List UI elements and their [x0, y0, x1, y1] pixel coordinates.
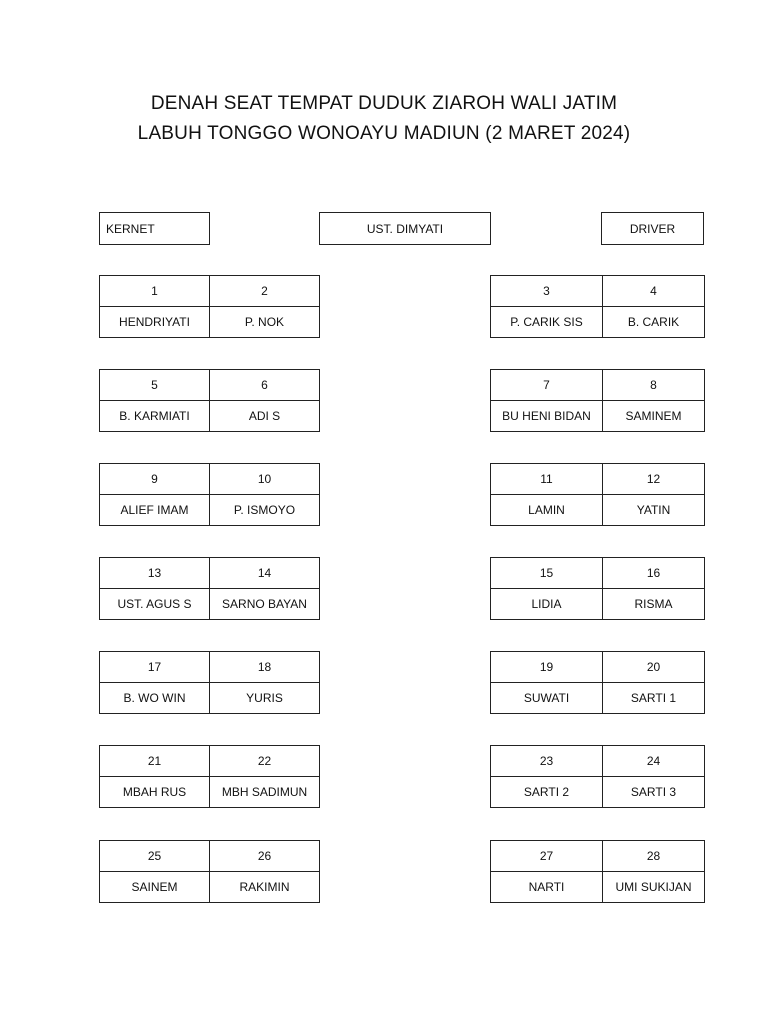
- document-title-line-1: DENAH SEAT TEMPAT DUDUK ZIAROH WALI JATIM: [150, 93, 618, 114]
- seat-pair-left: [99, 840, 320, 903]
- passenger-name: SARNO BAYAN: [222, 597, 307, 611]
- passenger-name: YATIN: [636, 503, 671, 517]
- passenger-name: SAMINEM: [625, 409, 682, 423]
- seat-pair-left: [99, 463, 320, 526]
- passenger-name: LIDIA: [491, 589, 603, 619]
- seat-number: 13: [100, 558, 210, 589]
- passenger-name: SARTI 1: [630, 691, 677, 705]
- seat-pair-left: [99, 745, 320, 808]
- seat-number: 15: [491, 558, 603, 589]
- seat-pair-right: [490, 557, 705, 620]
- seat-number: 28: [603, 841, 704, 872]
- passenger-name: B. CARIK: [627, 315, 680, 329]
- seat-number: 1: [100, 276, 210, 307]
- seat-number: 26: [210, 841, 319, 872]
- seat-pair-right: [490, 651, 705, 714]
- seat-number: 21: [100, 746, 210, 777]
- seat-number: 14: [210, 558, 319, 589]
- passenger-name: SAINEM: [100, 872, 210, 902]
- seat-pair-left: [99, 369, 320, 432]
- seat-number: 20: [603, 652, 704, 683]
- seat-number: 11: [491, 464, 603, 495]
- seat-pair-right: [490, 275, 705, 338]
- seat-number: 9: [100, 464, 210, 495]
- passenger-name: RAKIMIN: [239, 880, 290, 894]
- seat-number: 7: [491, 370, 603, 401]
- passenger-name: MBH SADIMUN: [221, 785, 308, 799]
- seat-number: 27: [491, 841, 603, 872]
- seat-number: 17: [100, 652, 210, 683]
- passenger-name: P. ISMOYO: [233, 503, 296, 517]
- passenger-name: BU HENI BIDAN: [491, 401, 603, 431]
- seat-number: 19: [491, 652, 603, 683]
- passenger-name: P. NOK: [244, 315, 285, 329]
- seat-pair-left: [99, 275, 320, 338]
- seat-number: 23: [491, 746, 603, 777]
- passenger-name: B. WO WIN: [100, 683, 210, 713]
- seat-pair-right: [490, 840, 705, 903]
- seat-number: 16: [603, 558, 704, 589]
- passenger-name: SARTI 3: [630, 785, 677, 799]
- seat-number: 18: [210, 652, 319, 683]
- seat-number: 8: [603, 370, 704, 401]
- passenger-name: NARTI: [491, 872, 603, 902]
- passenger-name: HENDRIYATI: [100, 307, 210, 337]
- passenger-name: YURIS: [246, 691, 283, 705]
- seat-number: 5: [100, 370, 210, 401]
- seat-number: 24: [603, 746, 704, 777]
- seat-pair-right: [490, 745, 705, 808]
- ustadz-box: UST. DIMYATI: [319, 212, 491, 245]
- seat-number: 22: [210, 746, 319, 777]
- passenger-name: SUWATI: [491, 683, 603, 713]
- passenger-name: LAMIN: [491, 495, 603, 525]
- driver-box: DRIVER: [601, 212, 704, 245]
- passenger-name: RISMA: [634, 597, 673, 611]
- seat-number: 4: [603, 276, 704, 307]
- document-title-line-2: LABUH TONGGO WONOAYU MADIUN (2 MARET 2024): [137, 123, 631, 144]
- passenger-name: ADI S: [248, 409, 281, 423]
- seat-pair-right: [490, 463, 705, 526]
- seat-number: 12: [603, 464, 704, 495]
- kernet-box: KERNET: [99, 212, 210, 245]
- seat-number: 10: [210, 464, 319, 495]
- seat-number: 3: [491, 276, 603, 307]
- passenger-name: B. KARMIATI: [100, 401, 210, 431]
- seat-pair-right: [490, 369, 705, 432]
- passenger-name: SARTI 2: [491, 777, 603, 807]
- seat-pair-left: [99, 557, 320, 620]
- seat-number: 25: [100, 841, 210, 872]
- passenger-name: UMI SUKIJAN: [615, 880, 692, 894]
- passenger-name: P. CARIK SIS: [491, 307, 603, 337]
- seat-pair-left: [99, 651, 320, 714]
- seat-number: 6: [210, 370, 319, 401]
- passenger-name: MBAH RUS: [100, 777, 210, 807]
- passenger-name: UST. AGUS S: [100, 589, 210, 619]
- seat-number: 2: [210, 276, 319, 307]
- passenger-name: ALIEF IMAM: [100, 495, 210, 525]
